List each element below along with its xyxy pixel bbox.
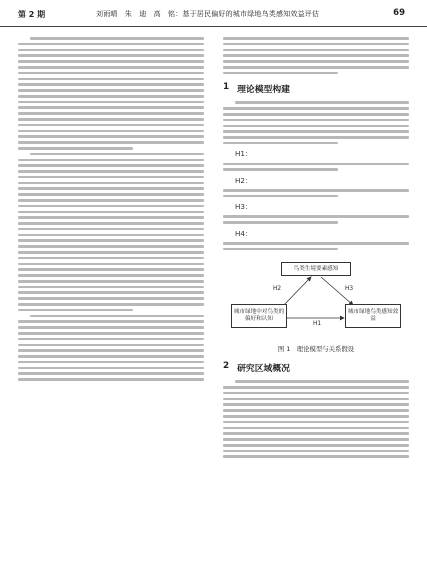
diagram-label-h1: H1 xyxy=(313,321,322,328)
section-title: 研究区域概况 xyxy=(237,364,290,375)
text-line-placeholder xyxy=(223,60,409,63)
arrow-h2 xyxy=(283,277,311,306)
hypothesis-label: H3： xyxy=(235,202,253,212)
diagram-box-preference: 城市绿地中对鸟类的偏好和认知 xyxy=(231,304,287,328)
text-line-placeholder xyxy=(18,257,204,260)
text-line-placeholder xyxy=(223,107,409,110)
text-line-placeholder xyxy=(223,438,409,441)
hypothesis-label: H1： xyxy=(235,149,253,159)
text-line-placeholder xyxy=(235,380,409,383)
text-line-placeholder xyxy=(18,320,204,323)
text-line-placeholder xyxy=(223,427,409,430)
diagram-box-benefit: 城市绿地鸟类感知效益 xyxy=(345,304,401,328)
running-header xyxy=(0,0,427,27)
text-line-placeholder xyxy=(223,37,409,40)
text-line-placeholder xyxy=(223,248,338,251)
text-line-placeholder xyxy=(223,398,409,401)
issue-number: 第 2 期 xyxy=(18,10,46,19)
hypothesis-label: H2： xyxy=(235,175,253,185)
text-line-placeholder xyxy=(18,95,204,98)
text-line-placeholder xyxy=(223,432,409,435)
text-line-placeholder xyxy=(30,153,204,156)
text-line-placeholder xyxy=(18,135,204,138)
right-column xyxy=(223,34,409,461)
text-line-placeholder xyxy=(223,392,409,395)
text-line-placeholder xyxy=(18,66,204,69)
section-heading xyxy=(223,361,409,374)
paragraph-placeholder xyxy=(223,101,409,144)
paragraph-placeholder xyxy=(223,189,409,197)
text-line-placeholder xyxy=(223,49,409,52)
text-line-placeholder xyxy=(223,189,409,192)
text-line-placeholder xyxy=(18,112,204,115)
text-line-placeholder xyxy=(223,221,338,224)
text-line-placeholder xyxy=(223,455,409,458)
text-line-placeholder xyxy=(223,43,409,46)
text-line-placeholder xyxy=(18,89,204,92)
text-line-placeholder xyxy=(18,72,204,75)
text-line-placeholder xyxy=(223,386,409,389)
text-line-placeholder xyxy=(18,118,204,121)
text-line-placeholder xyxy=(18,176,204,179)
text-line-placeholder xyxy=(18,49,204,52)
paragraph-placeholder xyxy=(223,163,409,171)
section-number: 2 xyxy=(223,361,230,372)
text-line-placeholder xyxy=(18,303,204,306)
text-line-placeholder xyxy=(18,378,204,381)
text-line-placeholder xyxy=(18,170,204,173)
text-line-placeholder xyxy=(18,372,204,375)
text-line-placeholder xyxy=(223,72,338,75)
text-line-placeholder xyxy=(223,215,409,218)
text-line-placeholder xyxy=(18,286,204,289)
text-line-placeholder xyxy=(223,444,409,447)
text-line-placeholder xyxy=(18,205,204,208)
text-line-placeholder xyxy=(18,228,204,231)
text-line-placeholder xyxy=(18,361,204,364)
text-line-placeholder xyxy=(223,421,409,424)
text-line-placeholder xyxy=(18,211,204,214)
text-line-placeholder xyxy=(18,147,133,150)
paragraph-placeholder xyxy=(223,242,409,250)
text-line-placeholder xyxy=(18,268,204,271)
text-line-placeholder xyxy=(18,326,204,329)
text-line-placeholder xyxy=(18,245,204,248)
text-line-placeholder xyxy=(18,83,204,86)
text-line-placeholder xyxy=(18,193,204,196)
text-line-placeholder xyxy=(223,119,409,122)
text-line-placeholder xyxy=(18,280,204,283)
text-line-placeholder xyxy=(18,141,204,144)
text-line-placeholder xyxy=(223,136,409,139)
figure-caption: 图 1 理论模型与关系假设 xyxy=(277,345,355,354)
text-line-placeholder xyxy=(235,101,409,104)
text-line-placeholder xyxy=(223,130,409,133)
text-line-placeholder xyxy=(223,113,409,116)
paragraph-placeholder xyxy=(223,37,409,74)
text-line-placeholder xyxy=(18,234,204,237)
text-line-placeholder xyxy=(18,182,204,185)
text-line-placeholder xyxy=(18,297,204,300)
text-line-placeholder xyxy=(18,78,204,81)
text-line-placeholder xyxy=(18,291,204,294)
text-line-placeholder xyxy=(18,338,204,341)
text-line-placeholder xyxy=(18,216,204,219)
paragraph-placeholder xyxy=(223,215,409,223)
text-line-placeholder xyxy=(18,349,204,352)
theory-model-diagram xyxy=(223,256,409,342)
text-line-placeholder xyxy=(18,239,204,242)
text-line-placeholder xyxy=(18,60,204,63)
text-line-placeholder xyxy=(223,242,409,245)
text-line-placeholder xyxy=(223,195,338,198)
text-line-placeholder xyxy=(30,315,204,318)
text-line-placeholder xyxy=(223,54,409,57)
text-line-placeholder xyxy=(18,124,204,127)
text-line-placeholder xyxy=(18,332,204,335)
text-line-placeholder xyxy=(18,355,204,358)
left-column xyxy=(18,34,204,384)
text-line-placeholder xyxy=(18,187,204,190)
text-line-placeholder xyxy=(18,222,204,225)
text-line-placeholder xyxy=(18,344,204,347)
text-line-placeholder xyxy=(223,403,409,406)
text-line-placeholder xyxy=(18,199,204,202)
text-line-placeholder xyxy=(18,101,204,104)
section-title: 理论模型构建 xyxy=(237,85,290,96)
section-number: 1 xyxy=(223,82,230,93)
diagram-label-h3: H3 xyxy=(345,286,354,293)
diagram-label-h2: H2 xyxy=(273,286,282,293)
text-line-placeholder xyxy=(18,164,204,167)
paragraph-placeholder xyxy=(223,380,409,458)
text-line-placeholder xyxy=(223,409,409,412)
text-line-placeholder xyxy=(223,125,409,128)
text-line-placeholder xyxy=(223,415,409,418)
text-line-placeholder xyxy=(18,367,204,370)
text-line-placeholder xyxy=(18,263,204,266)
text-line-placeholder xyxy=(18,54,204,57)
text-line-placeholder xyxy=(223,163,409,166)
text-line-placeholder xyxy=(223,142,338,145)
text-line-placeholder xyxy=(18,106,204,109)
hypothesis-label: H4： xyxy=(235,228,253,238)
text-line-placeholder xyxy=(223,450,409,453)
text-line-placeholder xyxy=(223,168,338,171)
running-title: 刘雨晴 朱 迪 高 铭：基于居民偏好的城市绿地鸟类感知效益评估 xyxy=(96,10,320,18)
text-line-placeholder xyxy=(18,130,204,133)
text-line-placeholder xyxy=(18,309,133,312)
text-line-placeholder xyxy=(18,43,204,46)
text-line-placeholder xyxy=(18,274,204,277)
text-line-placeholder xyxy=(18,251,204,254)
page-number: 69 xyxy=(393,8,405,18)
diagram-box-habitat: 鸟类生境要素感知 xyxy=(281,262,351,276)
text-line-placeholder xyxy=(223,66,409,69)
section-heading xyxy=(223,82,409,95)
text-line-placeholder xyxy=(30,37,204,40)
text-line-placeholder xyxy=(18,159,204,162)
